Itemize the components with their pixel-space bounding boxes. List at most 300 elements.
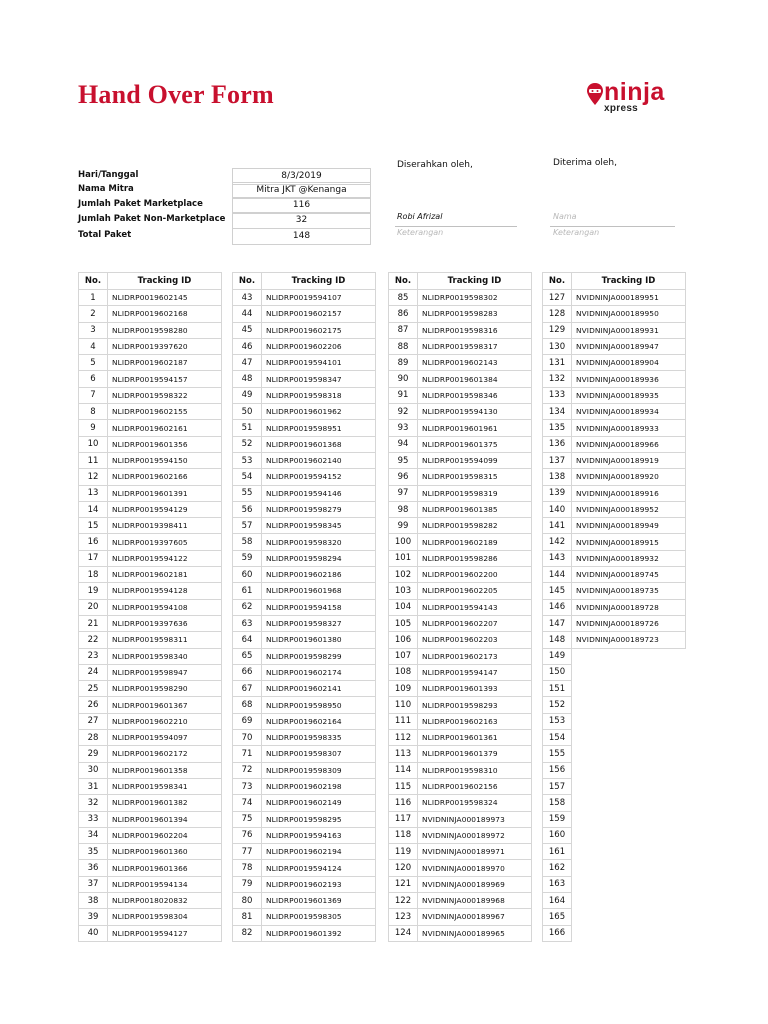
tracking-id-cell[interactable]: NLIDRP0019598315 — [418, 469, 532, 485]
row-number: 156 — [543, 762, 572, 778]
tracking-id-cell[interactable]: NLIDRP0019598279 — [262, 501, 376, 517]
row-number: 138 — [543, 469, 572, 485]
table-row — [233, 811, 376, 827]
tracking-id-cell[interactable]: NLIDRP0019601384 — [418, 371, 532, 387]
tracking-id-cell[interactable]: NVIDNINJA000189966 — [572, 436, 686, 452]
row-number: 60 — [233, 567, 262, 583]
row-number: 31 — [79, 778, 108, 794]
row-number: 116 — [389, 795, 418, 811]
tracking-id-cell[interactable] — [572, 681, 686, 697]
tracking-table — [78, 272, 222, 942]
row-number: 141 — [543, 518, 572, 534]
tracking-id-cell[interactable] — [572, 746, 686, 762]
info-value-field[interactable]: 32 — [232, 212, 371, 229]
table-row — [543, 730, 686, 746]
tracking-id-cell[interactable]: NLIDRP0019598335 — [262, 730, 376, 746]
tracking-id-cell[interactable]: NLIDRP0019594107 — [262, 290, 376, 306]
tracking-id-cell[interactable]: NLIDRP0019602145 — [108, 290, 222, 306]
row-number: 4 — [79, 338, 108, 354]
tracking-id-cell[interactable]: NLIDRP0019598347 — [262, 371, 376, 387]
row-number: 56 — [233, 501, 262, 517]
tracking-id-cell[interactable]: NLIDRP0019601361 — [418, 730, 532, 746]
row-number: 76 — [233, 827, 262, 843]
row-number: 164 — [543, 892, 572, 908]
tracking-id-cell[interactable]: NLIDRP0019601392 — [262, 925, 376, 941]
row-number: 32 — [79, 795, 108, 811]
handover-to-heading: Diterima oleh, — [553, 158, 617, 168]
row-number: 54 — [233, 469, 262, 485]
table-row — [79, 811, 222, 827]
row-number: 120 — [389, 860, 418, 876]
tracking-id-cell[interactable]: NLIDRP0019598309 — [262, 762, 376, 778]
table-row — [543, 892, 686, 908]
table-row — [389, 306, 532, 322]
tracking-id-cell[interactable]: NLIDRP0019602198 — [262, 778, 376, 794]
tracking-id-cell[interactable]: NLIDRP0019602163 — [418, 713, 532, 729]
table-row — [543, 844, 686, 860]
tracking-id-cell[interactable]: NLIDRP0019594124 — [262, 860, 376, 876]
tracking-id-cell[interactable]: NLIDRP0019601394 — [108, 811, 222, 827]
tracking-id-cell[interactable]: NLIDRP0019598295 — [262, 811, 376, 827]
table-row — [389, 290, 532, 306]
handover-to-note[interactable]: Keterangan — [553, 228, 600, 237]
row-number: 67 — [233, 681, 262, 697]
tracking-id-cell[interactable]: NVIDNINJA000189745 — [572, 567, 686, 583]
tracking-id-cell[interactable]: NLIDRP0019598304 — [108, 909, 222, 925]
tracking-id-cell[interactable]: NLIDRP0019602161 — [108, 420, 222, 436]
row-number: 13 — [79, 485, 108, 501]
tracking-id-cell[interactable]: NLIDRP0019594150 — [108, 452, 222, 468]
tracking-id-cell[interactable]: NLIDRP0019601968 — [262, 583, 376, 599]
tracking-id-cell[interactable] — [572, 844, 686, 860]
table-row — [233, 925, 376, 941]
tracking-table — [388, 272, 532, 942]
row-number: 5 — [79, 355, 108, 371]
tracking-id-cell[interactable] — [572, 811, 686, 827]
row-number: 139 — [543, 485, 572, 501]
table-row — [543, 876, 686, 892]
table-row — [233, 615, 376, 631]
table-row — [233, 550, 376, 566]
tracking-id-cell[interactable]: NLIDRP0019602175 — [262, 322, 376, 338]
tracking-id-cell[interactable]: NLIDRP0019594152 — [262, 469, 376, 485]
tracking-id-cell[interactable]: NLIDRP0019598327 — [262, 615, 376, 631]
row-number: 25 — [79, 681, 108, 697]
info-value-field[interactable]: Mitra JKT @Kenanga — [232, 182, 371, 199]
table-row — [543, 501, 686, 517]
table-row — [543, 778, 686, 794]
tracking-id-cell[interactable] — [572, 892, 686, 908]
tracking-id-cell[interactable]: NLIDRP0019602141 — [262, 681, 376, 697]
tracking-id-cell[interactable]: NLIDRP0019601360 — [108, 844, 222, 860]
tracking-id-cell[interactable] — [572, 730, 686, 746]
tracking-id-cell[interactable]: NLIDRP0019598290 — [108, 681, 222, 697]
tracking-id-cell[interactable]: NLIDRP0019602205 — [418, 583, 532, 599]
table-row — [79, 844, 222, 860]
tracking-id-cell[interactable]: NLIDRP0019601391 — [108, 485, 222, 501]
row-number: 130 — [543, 338, 572, 354]
row-number: 58 — [233, 534, 262, 550]
info-value-field[interactable]: 148 — [232, 228, 371, 245]
tracking-id-cell[interactable] — [572, 648, 686, 664]
row-number: 49 — [233, 387, 262, 403]
tracking-id-cell[interactable]: NLIDRP0019601961 — [418, 420, 532, 436]
tracking-id-cell[interactable] — [572, 795, 686, 811]
row-number: 90 — [389, 371, 418, 387]
tracking-id-cell[interactable]: NLIDRP0019594097 — [108, 730, 222, 746]
table-row — [543, 518, 686, 534]
tracking-id-cell[interactable]: NLIDRP0019602155 — [108, 404, 222, 420]
tracking-id-cell[interactable]: NLIDRP0019601380 — [262, 632, 376, 648]
table-row — [543, 436, 686, 452]
tracking-id-cell[interactable]: NLIDRP0019602189 — [418, 534, 532, 550]
tracking-id-cell[interactable]: NLIDRP0019601358 — [108, 762, 222, 778]
tracking-id-cell[interactable]: NLIDRP0019598324 — [418, 795, 532, 811]
table-row — [233, 420, 376, 436]
tracking-id-cell[interactable]: NLIDRP0019598317 — [418, 338, 532, 354]
table-row — [389, 632, 532, 648]
tracking-id-cell[interactable]: NLIDRP0019598322 — [108, 387, 222, 403]
tracking-id-cell[interactable]: NVIDNINJA000189967 — [418, 909, 532, 925]
tracking-id-cell[interactable]: NLIDRP0019602164 — [262, 713, 376, 729]
tracking-id-cell[interactable]: NLIDRP0019598341 — [108, 778, 222, 794]
table-row — [79, 583, 222, 599]
row-number: 55 — [233, 485, 262, 501]
tracking-id-cell[interactable]: NLIDRP0019598286 — [418, 550, 532, 566]
table-row — [543, 420, 686, 436]
tracking-id-cell[interactable]: NLIDRP0019594157 — [108, 371, 222, 387]
tracking-id-cell[interactable]: NLIDRP0019601356 — [108, 436, 222, 452]
row-number: 61 — [233, 583, 262, 599]
tracking-id-cell[interactable]: NLIDRP0019397636 — [108, 615, 222, 631]
tracking-id-cell[interactable] — [572, 827, 686, 843]
row-number: 37 — [79, 876, 108, 892]
table-row — [543, 860, 686, 876]
tracking-id-cell[interactable]: NLIDRP0019598318 — [262, 387, 376, 403]
tracking-id-cell[interactable]: NLIDRP0019598299 — [262, 648, 376, 664]
tracking-id-cell[interactable]: NLIDRP0019602186 — [262, 567, 376, 583]
tracking-id-cell[interactable] — [572, 713, 686, 729]
tracking-id-cell[interactable]: NLIDRP0019602143 — [418, 355, 532, 371]
tracking-id-cell[interactable]: NLIDRP0019598340 — [108, 648, 222, 664]
table-row — [79, 338, 222, 354]
tracking-id-cell[interactable] — [572, 925, 686, 941]
tracking-id-cell[interactable]: NLIDRP0019594128 — [108, 583, 222, 599]
tracking-id-cell[interactable]: NVIDNINJA000189931 — [572, 322, 686, 338]
table-row — [543, 746, 686, 762]
row-number: 132 — [543, 371, 572, 387]
table-row — [389, 501, 532, 517]
tracking-id-cell[interactable]: NLIDRP0019602200 — [418, 567, 532, 583]
table-row — [233, 648, 376, 664]
tracking-id-cell[interactable]: NLIDRP0019602210 — [108, 713, 222, 729]
table-row — [389, 550, 532, 566]
table-row — [79, 290, 222, 306]
tracking-id-cell[interactable]: NLIDRP0019598345 — [262, 518, 376, 534]
tracking-id-cell[interactable]: NLIDRP0019594122 — [108, 550, 222, 566]
row-number: 107 — [389, 648, 418, 664]
tracking-id-cell[interactable]: NLIDRP0019602203 — [418, 632, 532, 648]
logo-wordmark: ninja — [604, 78, 665, 106]
tracking-id-cell[interactable]: NLIDRP0019598282 — [418, 518, 532, 534]
tracking-id-cell[interactable]: NVIDNINJA000189947 — [572, 338, 686, 354]
tracking-id-cell[interactable]: NVIDNINJA000189920 — [572, 469, 686, 485]
tracking-id-cell[interactable]: NVIDNINJA000189972 — [418, 827, 532, 843]
table-row — [543, 599, 686, 615]
table-row — [79, 827, 222, 843]
table-row — [79, 746, 222, 762]
tracking-id-cell[interactable]: NLIDRP0019601368 — [262, 436, 376, 452]
tracking-id-cell[interactable]: NLIDRP0019598283 — [418, 306, 532, 322]
table-row — [389, 762, 532, 778]
row-number: 143 — [543, 550, 572, 566]
table-row — [389, 681, 532, 697]
tracking-id-cell[interactable]: NLIDRP0019594143 — [418, 599, 532, 615]
tracking-id-cell[interactable] — [572, 909, 686, 925]
table-row — [543, 583, 686, 599]
table-row — [543, 795, 686, 811]
table-row — [389, 730, 532, 746]
tracking-id-cell[interactable]: NLIDRP0019598311 — [108, 632, 222, 648]
table-row — [389, 534, 532, 550]
tracking-id-cell[interactable]: NVIDNINJA000189935 — [572, 387, 686, 403]
tracking-id-cell[interactable]: NVIDNINJA000189949 — [572, 518, 686, 534]
column-header-no: No. — [79, 273, 108, 290]
tracking-id-cell[interactable]: NVIDNINJA000189950 — [572, 306, 686, 322]
tracking-id-cell[interactable]: NVIDNINJA000189933 — [572, 420, 686, 436]
tracking-id-cell[interactable]: NLIDRP0019602149 — [262, 795, 376, 811]
row-number: 2 — [79, 306, 108, 322]
row-number: 34 — [79, 827, 108, 843]
row-number: 81 — [233, 909, 262, 925]
info-value-field[interactable]: 116 — [232, 197, 371, 214]
tracking-id-cell[interactable]: NLIDRP0019594101 — [262, 355, 376, 371]
tracking-id-cell[interactable]: NLIDRP0019594134 — [108, 876, 222, 892]
tracking-id-cell[interactable]: NLIDRP0019397620 — [108, 338, 222, 354]
table-row — [233, 599, 376, 615]
tracking-id-cell[interactable]: NLIDRP0019601393 — [418, 681, 532, 697]
tracking-id-cell[interactable]: NVIDNINJA000189973 — [418, 811, 532, 827]
tracking-id-cell[interactable]: NVIDNINJA000189970 — [418, 860, 532, 876]
tracking-id-cell[interactable]: NVIDNINJA000189735 — [572, 583, 686, 599]
tracking-id-cell[interactable]: NLIDRP0019602173 — [418, 648, 532, 664]
tracking-id-cell[interactable]: NLIDRP0019598307 — [262, 746, 376, 762]
row-number: 59 — [233, 550, 262, 566]
table-row — [79, 485, 222, 501]
table-row — [233, 632, 376, 648]
tracking-id-cell[interactable] — [572, 664, 686, 680]
tracking-id-cell[interactable]: NVIDNINJA000189919 — [572, 452, 686, 468]
tracking-id-cell[interactable]: NLIDRP0019598293 — [418, 697, 532, 713]
tracking-id-cell[interactable] — [572, 860, 686, 876]
row-number: 115 — [389, 778, 418, 794]
tracking-id-cell[interactable]: NLIDRP0019602166 — [108, 469, 222, 485]
handover-from-name[interactable]: Robi Afrizal — [397, 212, 443, 221]
tracking-id-cell[interactable]: NLIDRP0019602174 — [262, 664, 376, 680]
row-number: 17 — [79, 550, 108, 566]
row-number: 144 — [543, 567, 572, 583]
tracking-id-cell[interactable]: NLIDRP0019594108 — [108, 599, 222, 615]
tracking-id-cell[interactable]: NLIDRP0019598310 — [418, 762, 532, 778]
row-number: 99 — [389, 518, 418, 534]
tracking-id-cell[interactable]: NLIDRP0019602157 — [262, 306, 376, 322]
row-number: 113 — [389, 746, 418, 762]
tracking-id-cell[interactable]: NLIDRP0019601962 — [262, 404, 376, 420]
tracking-id-cell[interactable]: NLIDRP0019602193 — [262, 876, 376, 892]
tracking-id-cell[interactable]: NLIDRP0019598305 — [262, 909, 376, 925]
row-number: 96 — [389, 469, 418, 485]
tracking-id-cell[interactable] — [572, 697, 686, 713]
table-row — [389, 778, 532, 794]
table-row — [79, 664, 222, 680]
tracking-id-cell[interactable]: NVIDNINJA000189916 — [572, 485, 686, 501]
tracking-id-cell[interactable]: NLIDRP0019602206 — [262, 338, 376, 354]
tracking-id-cell[interactable]: NLIDRP0019601385 — [418, 501, 532, 517]
tracking-id-cell[interactable]: NLIDRP0019594147 — [418, 664, 532, 680]
table-row — [79, 567, 222, 583]
tracking-id-cell[interactable]: NLIDRP0019594099 — [418, 452, 532, 468]
row-number: 46 — [233, 338, 262, 354]
tracking-id-cell[interactable]: NLIDRP0019602207 — [418, 615, 532, 631]
row-number: 140 — [543, 501, 572, 517]
tracking-id-cell[interactable]: NLIDRP0019598316 — [418, 322, 532, 338]
handover-to-name[interactable]: Nama — [553, 212, 577, 221]
table-row — [79, 501, 222, 517]
tracking-id-cell[interactable]: NLIDRP0019602194 — [262, 844, 376, 860]
tracking-id-cell[interactable]: NVIDNINJA000189952 — [572, 501, 686, 517]
row-number: 65 — [233, 648, 262, 664]
tracking-id-cell[interactable]: NVIDNINJA000189932 — [572, 550, 686, 566]
tracking-id-cell[interactable]: NVIDNINJA000189951 — [572, 290, 686, 306]
row-number: 69 — [233, 713, 262, 729]
tracking-id-cell[interactable]: NLIDRP0019601379 — [418, 746, 532, 762]
tracking-id-cell[interactable]: NLIDRP0019601367 — [108, 697, 222, 713]
tracking-id-cell[interactable]: NLIDRP0019598294 — [262, 550, 376, 566]
table-row — [79, 876, 222, 892]
tracking-table — [542, 272, 686, 942]
row-number: 8 — [79, 404, 108, 420]
table-row — [543, 925, 686, 941]
tracking-id-cell[interactable]: NVIDNINJA000189728 — [572, 599, 686, 615]
tracking-id-cell[interactable]: NVIDNINJA000189915 — [572, 534, 686, 550]
row-number: 33 — [79, 811, 108, 827]
tracking-id-cell[interactable]: NLIDRP0019598319 — [418, 485, 532, 501]
tracking-id-cell[interactable]: NLIDRP0019598280 — [108, 322, 222, 338]
row-number: 48 — [233, 371, 262, 387]
row-number: 77 — [233, 844, 262, 860]
tracking-id-cell[interactable] — [572, 778, 686, 794]
info-value-field[interactable]: 8/3/2019 — [232, 168, 371, 185]
tracking-id-cell[interactable]: NLIDRP0019598346 — [418, 387, 532, 403]
table-row — [79, 404, 222, 420]
row-number: 135 — [543, 420, 572, 436]
table-row — [543, 469, 686, 485]
row-number: 10 — [79, 436, 108, 452]
tracking-id-cell[interactable]: NLIDRP0019602187 — [108, 355, 222, 371]
tracking-id-cell[interactable]: NLIDRP0019594129 — [108, 501, 222, 517]
table-row — [79, 762, 222, 778]
tracking-id-cell[interactable]: NLIDRP0019601369 — [262, 892, 376, 908]
tracking-id-cell[interactable] — [572, 762, 686, 778]
row-number: 78 — [233, 860, 262, 876]
tracking-id-cell[interactable]: NLIDRP0019594146 — [262, 485, 376, 501]
table-row — [233, 746, 376, 762]
table-row — [233, 892, 376, 908]
tracking-id-cell[interactable]: NVIDNINJA000189968 — [418, 892, 532, 908]
tracking-id-cell[interactable]: NLIDRP0019601366 — [108, 860, 222, 876]
row-number: 103 — [389, 583, 418, 599]
tracking-id-cell[interactable]: NVIDNINJA000189965 — [418, 925, 532, 941]
handover-from-note[interactable]: Keterangan — [397, 228, 444, 237]
row-number: 88 — [389, 338, 418, 354]
row-number: 11 — [79, 452, 108, 468]
tracking-id-cell[interactable]: NLIDRP0019398411 — [108, 518, 222, 534]
tracking-id-cell[interactable]: NVIDNINJA000189971 — [418, 844, 532, 860]
tracking-id-cell[interactable]: NVIDNINJA000189934 — [572, 404, 686, 420]
table-row — [543, 615, 686, 631]
row-number: 27 — [79, 713, 108, 729]
row-number: 121 — [389, 876, 418, 892]
tracking-id-cell[interactable]: NLIDRP0019598951 — [262, 420, 376, 436]
table-row — [389, 518, 532, 534]
tracking-id-cell[interactable]: NLIDRP0019598950 — [262, 697, 376, 713]
tracking-id-cell[interactable]: NLIDRP0019594158 — [262, 599, 376, 615]
tracking-id-cell[interactable]: NLIDRP0019602156 — [418, 778, 532, 794]
tracking-id-cell[interactable] — [572, 876, 686, 892]
tracking-id-cell[interactable]: NLIDRP0019598947 — [108, 664, 222, 680]
row-number: 165 — [543, 909, 572, 925]
table-row — [233, 469, 376, 485]
table-row — [389, 746, 532, 762]
table-row — [233, 844, 376, 860]
table-row — [79, 452, 222, 468]
tracking-id-cell[interactable]: NLIDRP0019598302 — [418, 290, 532, 306]
ninja-xpress-logo — [586, 78, 676, 118]
row-number: 29 — [79, 746, 108, 762]
table-row — [79, 860, 222, 876]
row-number: 43 — [233, 290, 262, 306]
row-number: 98 — [389, 501, 418, 517]
tracking-id-cell[interactable]: NLIDRP0019598320 — [262, 534, 376, 550]
tracking-id-cell[interactable]: NLIDRP0019397605 — [108, 534, 222, 550]
table-row — [79, 615, 222, 631]
tracking-id-cell[interactable]: NVIDNINJA000189936 — [572, 371, 686, 387]
table-row — [389, 420, 532, 436]
table-row — [543, 322, 686, 338]
table-row — [543, 909, 686, 925]
tracking-id-cell[interactable]: NLIDRP0019602172 — [108, 746, 222, 762]
table-row — [79, 795, 222, 811]
tracking-id-cell[interactable]: NLIDRP0019594130 — [418, 404, 532, 420]
tracking-id-cell[interactable]: NLIDRP0019602181 — [108, 567, 222, 583]
tracking-id-cell[interactable]: NVIDNINJA000189969 — [418, 876, 532, 892]
table-row — [543, 355, 686, 371]
tracking-id-cell[interactable]: NLIDRP0019594163 — [262, 827, 376, 843]
tracking-id-cell[interactable]: NLIDRP0019594127 — [108, 925, 222, 941]
tracking-id-cell[interactable]: NLIDRP0019602204 — [108, 827, 222, 843]
tracking-id-cell[interactable]: NVIDNINJA000189723 — [572, 632, 686, 648]
tracking-id-cell[interactable]: NLIDRP0019601382 — [108, 795, 222, 811]
table-row — [389, 615, 532, 631]
tracking-id-cell[interactable]: NLIDRP0018020832 — [108, 892, 222, 908]
row-number: 145 — [543, 583, 572, 599]
tracking-id-cell[interactable]: NVIDNINJA000189904 — [572, 355, 686, 371]
row-number: 142 — [543, 534, 572, 550]
tracking-id-cell[interactable]: NLIDRP0019602140 — [262, 452, 376, 468]
tracking-id-cell[interactable]: NLIDRP0019601375 — [418, 436, 532, 452]
tracking-id-cell[interactable]: NLIDRP0019602168 — [108, 306, 222, 322]
tracking-id-cell[interactable]: NVIDNINJA000189726 — [572, 615, 686, 631]
